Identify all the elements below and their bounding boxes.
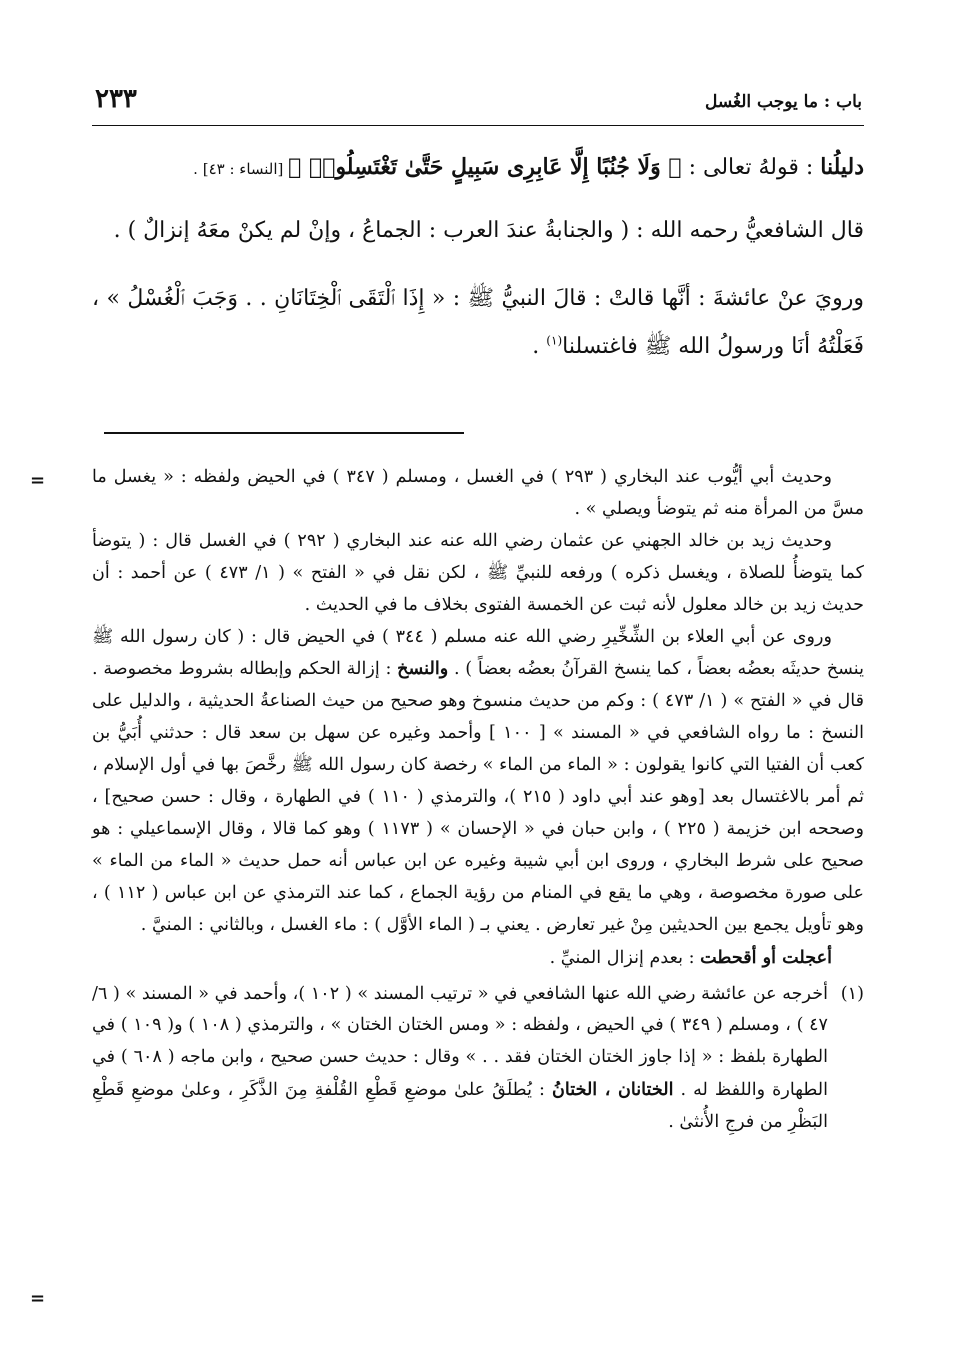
para4-term: أعجلت أو أقحطت bbox=[700, 946, 832, 968]
continuation-mark-bottom: = bbox=[30, 1288, 46, 1309]
header-rule bbox=[92, 125, 864, 126]
shafii-paragraph: قال الشافعيُّ رحمه الله : ( والجنابةُ عندَ العرب : الجماعُ ، وإنْ لم يكنْ معَهُ إنزالٌ ) . bbox=[113, 218, 864, 243]
para4-text: : بعدم إنزال المنيِّ . bbox=[549, 947, 701, 968]
para3-term: والنسخ bbox=[397, 658, 449, 680]
footnote-para-3 bbox=[92, 622, 864, 942]
quran-reference: [النساء : ٤٣] . bbox=[193, 160, 289, 178]
footnote-para-1: وحديث أبي أيُّوب عند البخاري ( ٢٩٣ ) في الغسل ، ومسلم ( ٣٤٧ ) في الحيض ولفظه : « يغسل ما مسَّ من المرأة منه ثم يتوضأ ويصلي » . bbox=[92, 467, 864, 519]
footnote-ref: (١) bbox=[546, 333, 563, 348]
main-text bbox=[92, 143, 864, 391]
continuation-mark-top: = bbox=[30, 470, 46, 491]
footnote-rule bbox=[104, 432, 464, 434]
aisha-paragraph bbox=[92, 275, 864, 371]
aisha-end: . bbox=[532, 334, 547, 359]
evidence-intro: : قولهُ تعالى : bbox=[681, 155, 821, 180]
para3-text-b: : إزالة الحكم وإبطاله بشروط مخصوصة . قال في « الفتح » ( ١/ ٤٧٣ ) : وكم من حديث منسوخ وهو صحيح من حيث الصناعةُ الحديثية ، والدليل على النسخ : ما رواه الشافعي في « المسند » [ ١٠٠ ] وأحمد وغيره عن سهل بن سعد قال : حدثني أُبَيُّ بن كعب أن الفتيا التي كانوا يقولون : « الماء من الماء » رخصة كان رسول الله ﷺ رخَّصَ بها في أول الإسلام ، ثم أمر بالاغتسال بعد [وهو عند أبي داود ( ٢١٥ )، والترمذي ( ١١٠ ) في الطهارة ، وقال : حسن صحيح] ، وصححه ابن خزيمة ( ٢٢٥ ) ، وابن حبان في « الإحسان » ( ١١٧٣ ) وهو كما قالا ، وقال الإسماعيلي : هو صحيح على شرط البخاري ، وروى ابن أبي شيبة وغيره عن ابن عباس أنه حمل حديث « الماء من الماء » على صورة مخصوصة ، وهي ما يقع في المنام من رؤية الجماع ، كما عند الترمذي عن ابن عباس ( ١١٢ ) ، وهو تأويل يجمع بين الحديثين مِنْ غير تعارض . يعني بـ ( الماء الأوَّل ) : ماء الغسل ، وبالثاني : المنيَّ . bbox=[92, 659, 865, 935]
footnote-1-text-a: أخرجه عن عائشة رضي الله عنها الشافعي في « ترتيب المسند » ( ١٠٢ )، وأحمد في « المسند » ( ٦/ ٤٧ ) ، ومسلم ( ٣٤٩ ) في الحيض ، ولفظه : « ومس الختان الختان » ، والترمذي ( ١٠٨ ) و( ١٠٩ ) في الطهارة بلفظ : « إذا جاوز الختان الختان فقد . . » وقال : حديث حسن صحيح ، وابن ماجه ( ٦٠٨ ) في الطهارة واللفظ له . bbox=[92, 983, 829, 1101]
footnote-1-number: (١) bbox=[840, 983, 864, 1004]
page-number: ٢٣٣ bbox=[95, 84, 137, 114]
quran-verse: ﴿ وَلَا جُنُبًا إِلَّا عَابِرِى سَبِيلٍ حَتَّىٰ تَغْتَسِلُوا۟ ﴾ bbox=[288, 154, 682, 180]
aisha-text: ورويَ عنْ عائشةَ : أنَّها قالتْ : قالَ النبيُّ ﷺ : « إِذَا ٱلْتَقَى ٱلْخِتَانَانِ . . وَجَبَ ٱلْغُسْلُ » ، فَعَلْتُهُ أنَا ورسولُ الله ﷺ فاغتسلنا bbox=[92, 286, 864, 359]
footnote-1-term: الختانان ، الختانُ bbox=[552, 1079, 674, 1101]
footnote-para-2: وحديث زيد بن خالد الجهني عن عثمان رضي الله عنه عند البخاري ( ٢٩٢ ) في الغسل قال : ( يتوضأ كما يتوضأُ للصلاة ، ويغسل ذكره ) ورفعه للنبيِّ ﷺ ، لكن نقل في « الفتح » ( ١/ ٤٧٣ ) عن أحمد : أن حديث زيد بن خالد معلول لأنه ثبت عن الخمسة الفتوى بخلاف ما في الحديث . bbox=[92, 530, 865, 615]
footnotes bbox=[92, 462, 864, 1139]
para3-text-a: وروى عن أبي العلاء بن الشِّخِّيرِ رضي الله عنه مسلم ( ٣٤٤ ) في الحيض قال : ( كان رسول الله ﷺ ينسخ حديثَه بعضُه بعضاً ، كما ينسخ القرآنُ بعضُه بعضاً ) . bbox=[92, 626, 864, 680]
footnote-1 bbox=[92, 979, 864, 1140]
footnote-1-text-b: : يُطلَقُ علىٰ موضعِ قَطْعِ القُلْفةِ مِنَ الذَّكَرِ ، وعلىٰ موضعِ قَطْعِ البَظْرِ من فرجِ الأُنثىٰ . bbox=[92, 1080, 828, 1133]
chapter-title: باب : ما يوجب الغُسل bbox=[704, 92, 862, 112]
evidence-label: دليلُنا bbox=[820, 154, 864, 180]
evidence-paragraph bbox=[92, 143, 864, 193]
footnote-para-4 bbox=[92, 942, 864, 975]
